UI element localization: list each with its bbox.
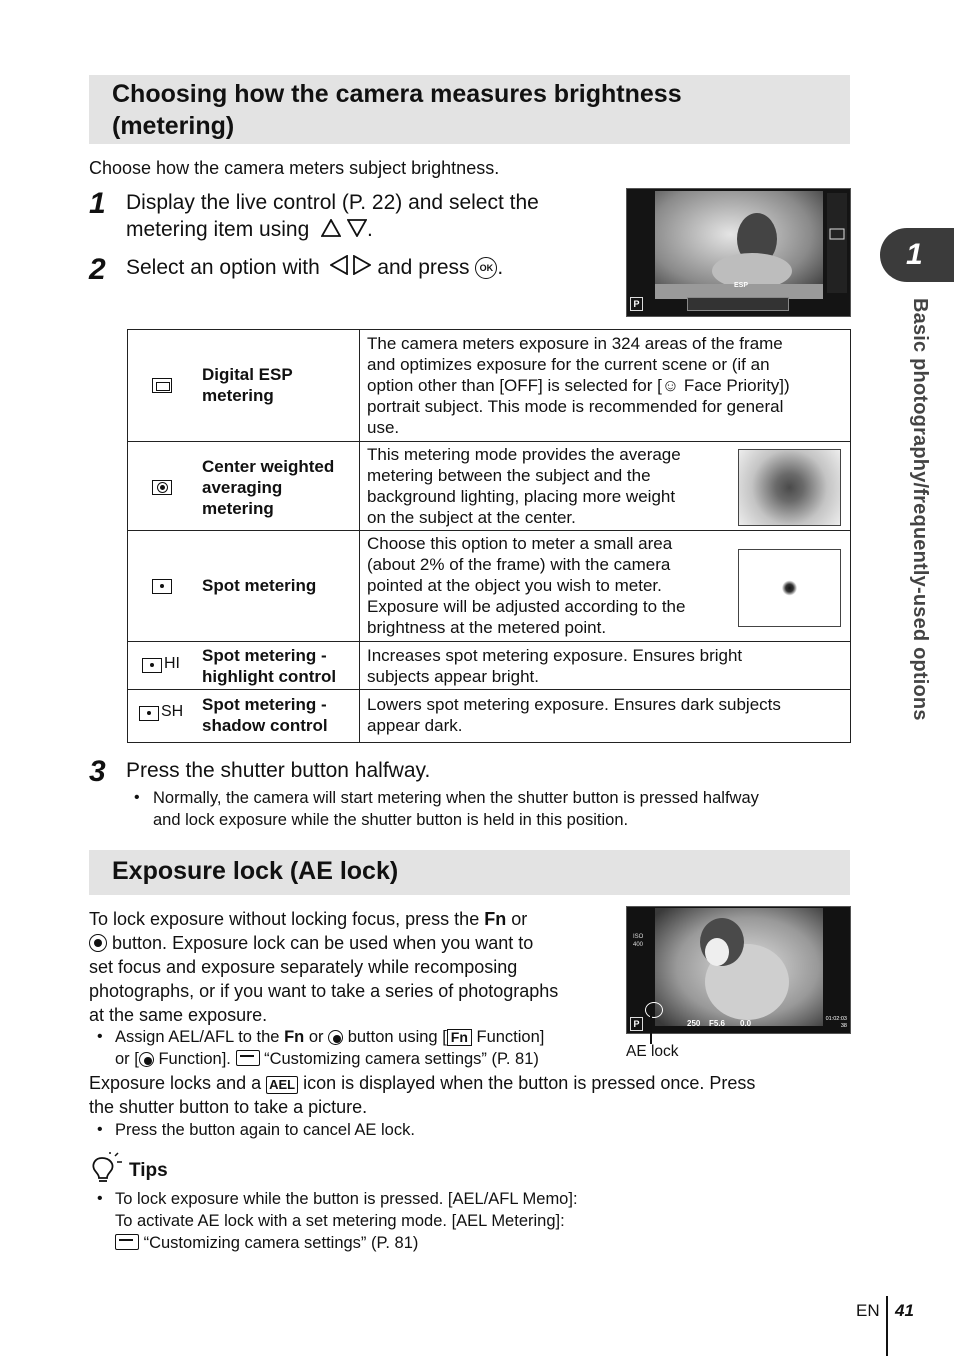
esp-label: ESP bbox=[734, 282, 749, 289]
table-row bbox=[128, 689, 850, 742]
tips-text: To lock exposure while the button is pressed. [AEL/AFL Memo]: To activate AE lock with a set metering mode. [AEL Metering]: “Customizing camera settings” (P. 81) bbox=[115, 1190, 578, 1252]
table-row bbox=[128, 441, 850, 531]
ok-button-icon: OK bbox=[475, 257, 497, 279]
metering-modes-table bbox=[127, 329, 851, 743]
fn-button-label: Fn bbox=[484, 909, 507, 929]
center-weighted-icon bbox=[152, 480, 172, 495]
step1-text: metering item using bbox=[126, 218, 310, 241]
column-divider bbox=[359, 690, 360, 742]
down-arrow-icon bbox=[347, 217, 367, 244]
page-number: 41 bbox=[895, 1301, 914, 1320]
step3-note: Normally, the camera will start metering when the shutter button is pressed halfway and lock exposure while the shutter button is held in this position. bbox=[153, 789, 759, 829]
spot-icon bbox=[152, 579, 172, 594]
step-number: 2 bbox=[89, 253, 106, 286]
spot-sh-icon bbox=[139, 706, 159, 721]
step2-text: Select an option with and press OK . bbox=[126, 254, 503, 282]
iso-readout: ISO 400 bbox=[633, 934, 644, 948]
exposure-compensation: 0.0 bbox=[740, 1019, 752, 1028]
step1-text-line2: metering item using . bbox=[126, 216, 373, 244]
table-row bbox=[128, 530, 850, 642]
target-button-icon bbox=[89, 934, 107, 952]
ae-lock-indicator-icon bbox=[645, 1002, 663, 1018]
left-arrow-icon bbox=[330, 255, 348, 282]
reference-hand-icon bbox=[115, 1234, 139, 1250]
target-button-icon bbox=[139, 1052, 154, 1067]
shutter-speed: 250 bbox=[687, 1019, 701, 1028]
section-header-metering bbox=[89, 75, 850, 144]
mode-name: Center weighted averaging metering bbox=[202, 457, 335, 518]
bullet: • bbox=[97, 1190, 103, 1207]
mode-p-badge: P bbox=[630, 1017, 643, 1031]
center-weighted-diagram bbox=[738, 449, 841, 526]
footer-divider bbox=[886, 1296, 888, 1356]
step2-text-a: Select an option with bbox=[126, 256, 320, 279]
tips-icon bbox=[89, 1152, 123, 1189]
spot-sh-suffix: SH bbox=[161, 703, 184, 720]
right-arrow-icon bbox=[353, 255, 371, 282]
ael-icon: AEL bbox=[266, 1076, 298, 1094]
bullet: • bbox=[134, 789, 140, 806]
mode-name: Spot metering bbox=[202, 576, 317, 595]
ae-lock-bullet: Assign AEL/AFL to the Fn or button using [ Fn Function] or [ Function]. “Customizing camera settings” (P. 81) bbox=[115, 1028, 545, 1068]
ae-lock-bullet-2: Press the button again to cancel AE lock. bbox=[115, 1121, 415, 1139]
camera-ae-lock-screenshot bbox=[626, 906, 851, 1034]
mode-description: Choose this option to meter a small area (about 2% of the frame) with the camera pointed at the object you wish to meter. Exposure will be adjusted according to the brightness at the metered point. bbox=[367, 534, 686, 637]
column-divider bbox=[359, 531, 360, 642]
camera-live-control-screenshot bbox=[626, 188, 851, 317]
ae-lock-callout-line bbox=[650, 1010, 652, 1044]
fn-function-icon: Fn bbox=[447, 1029, 472, 1046]
intro-text: Choose how the camera meters subject brightness. bbox=[89, 158, 500, 178]
mode-name: Spot metering - shadow control bbox=[202, 695, 328, 735]
tips-title: Tips bbox=[129, 1160, 168, 1181]
mode-name: Spot metering - highlight control bbox=[202, 646, 337, 686]
step-number: 1 bbox=[89, 187, 106, 220]
bullet: • bbox=[97, 1028, 103, 1045]
step2-text-b: and press bbox=[377, 256, 470, 279]
table-row bbox=[128, 641, 850, 690]
spot-hi-icon bbox=[142, 658, 162, 673]
chapter-tab: 1 bbox=[880, 228, 954, 282]
bullet: • bbox=[97, 1121, 103, 1138]
aperture: F5.6 bbox=[709, 1019, 726, 1028]
spot-hi-suffix: HI bbox=[164, 655, 180, 672]
digital-esp-icon bbox=[152, 378, 172, 393]
mode-description: Lowers spot metering exposure. Ensures dark subjects appear dark. bbox=[367, 695, 781, 735]
column-divider bbox=[359, 330, 360, 441]
section-header-ae-lock bbox=[89, 850, 850, 895]
mode-p-badge: P bbox=[630, 297, 643, 311]
step3-text: Press the shutter button halfway. bbox=[126, 759, 431, 782]
mode-description: This metering mode provides the average metering between the subject and the background lighting, placing more weight on the subject at the center. bbox=[367, 445, 681, 527]
section-title-line2: (metering) bbox=[112, 112, 235, 140]
step1-text-line1: Display the live control (P. 22) and select the bbox=[126, 191, 539, 214]
column-divider bbox=[359, 442, 360, 531]
target-button-icon bbox=[328, 1030, 343, 1045]
column-divider bbox=[359, 642, 360, 690]
ae-lock-caption: AE lock bbox=[626, 1043, 679, 1060]
mode-description: The camera meters exposure in 324 areas of the frame and optimizes exposure for the current scene or (if an option other than [OFF] is selected for [☺ Face Priority]) portrait subject. This mode is recommended for general use. bbox=[367, 334, 790, 437]
step-number: 3 bbox=[89, 755, 106, 788]
recording-info: 01:02:03 38 bbox=[825, 1016, 847, 1029]
section-title-line1: Choosing how the camera measures brightness bbox=[112, 80, 682, 108]
chapter-side-title: Basic photography/frequently-used options bbox=[909, 298, 931, 721]
mode-name: Digital ESP metering bbox=[202, 365, 293, 405]
table-row bbox=[128, 330, 850, 441]
section-title: Exposure lock (AE lock) bbox=[112, 857, 399, 885]
metering-options-bar bbox=[687, 297, 789, 311]
reference-hand-icon bbox=[236, 1050, 260, 1066]
up-arrow-icon bbox=[321, 217, 341, 244]
mode-description: Increases spot metering exposure. Ensures bright subjects appear bright. bbox=[367, 646, 743, 686]
ae-lock-paragraph-2: Exposure locks and a AEL icon is displayed when the button is pressed once. Press the shutter button to take a picture. bbox=[89, 1073, 756, 1117]
ae-lock-paragraph: To lock exposure without locking focus, press the Fn or button. Exposure lock can be used when you want to set focus and exposure separately while recomposing photographs, or if you want to take a series of photographs at the same exposure. bbox=[89, 909, 559, 1025]
footer-language: EN bbox=[856, 1301, 880, 1320]
spot-metering-diagram bbox=[738, 549, 841, 627]
